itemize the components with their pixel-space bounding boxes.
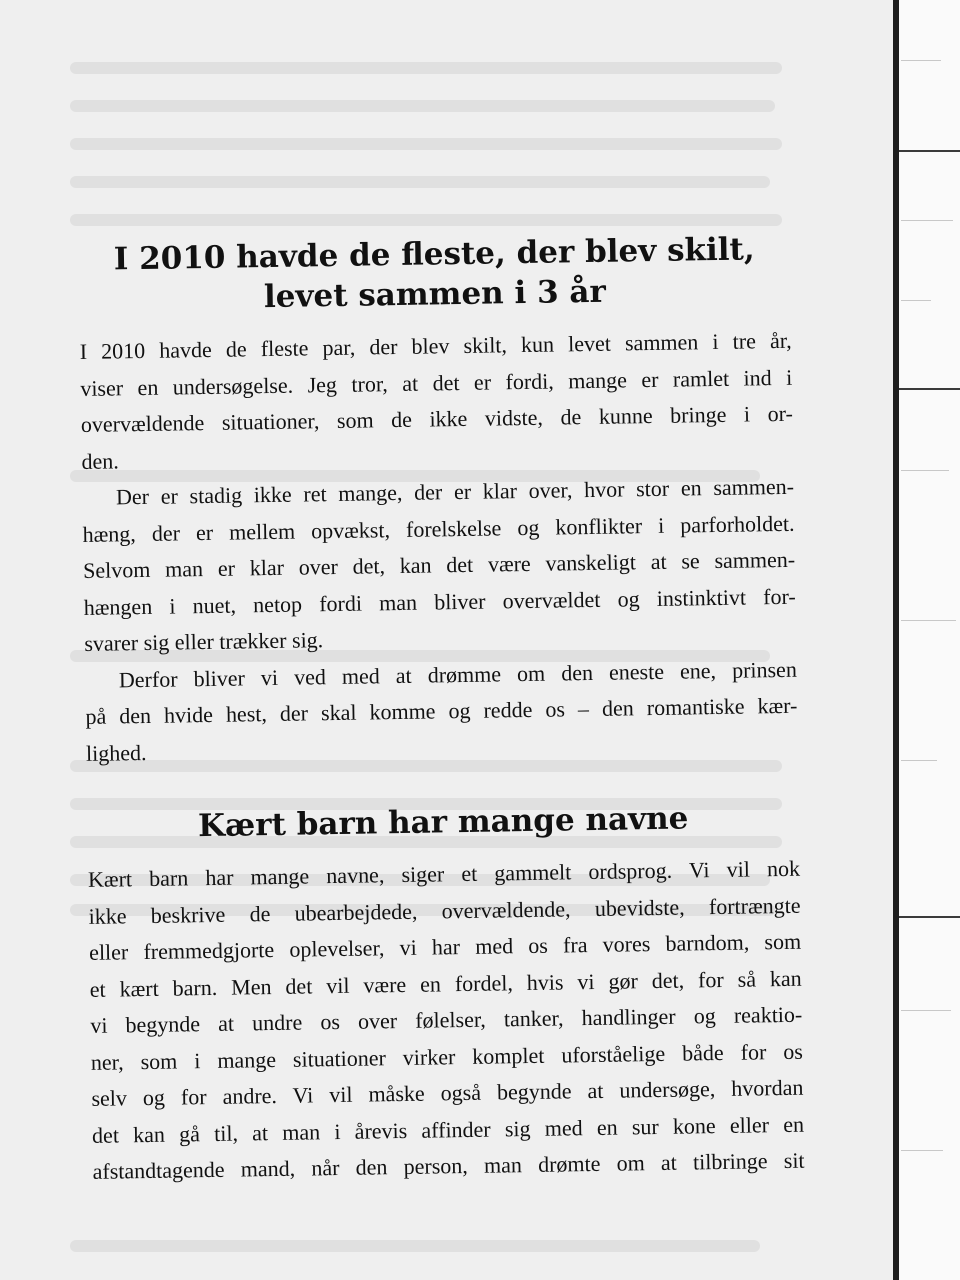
text-line: ikke beskrive de ubearbejdede, overvældende, ubevidste, fortrængte: [88, 892, 801, 929]
text-line: hæng, der er mellem opvækst, forelskelse og konflikter i parforholdet.: [82, 510, 795, 547]
wood-grain: [901, 1010, 951, 1011]
show-through-line: [70, 138, 782, 150]
paragraph: [85, 651, 799, 772]
text-line: lighed.: [85, 739, 147, 766]
wood-grain: [901, 220, 953, 221]
text-line: Der er stadig ikke ret mange, der er klar over, hvor stor en sammen-: [115, 473, 795, 510]
heading-line: I 2010 havde de fleste, der blev skilt,: [113, 231, 755, 278]
show-through-line: [70, 100, 775, 112]
plank-seam: [895, 388, 960, 390]
text-line: den.: [81, 447, 119, 474]
show-through-line: [70, 62, 782, 74]
heading-line: levet sammen i 3 år: [263, 273, 607, 316]
wood-grain: [901, 300, 931, 301]
text-line: overvældende situationer, som de ikke vidste, de kunne bringe i or-: [80, 400, 794, 437]
paragraph: [79, 323, 793, 480]
section-heading: [78, 229, 791, 320]
text-line: ner, som i mange situationer virker komplet uforståelige både for os: [90, 1038, 804, 1075]
section-heading: [87, 797, 800, 848]
show-through-line: [70, 176, 770, 188]
text-line: hængen i nuet, netop fordi man bliver overvældet og instinktivt for-: [83, 583, 796, 620]
text-line: afstandtagende mand, når den person, man drømte om at tilbringe sit: [92, 1147, 805, 1184]
text-line: svarer sig eller trækker sig.: [84, 627, 324, 656]
text-line: viser en undersøgelse. Jeg tror, at det er fordi, mange er ramlet ind i: [80, 364, 793, 401]
text-line: på den hvide hest, der skal komme og redde os – den romantiske kær-: [85, 692, 798, 729]
text-line: et kært barn. Men det vil være en fordel, hvis vi gør det, for så kan: [89, 965, 802, 1002]
wooden-table-surface: [895, 0, 960, 1280]
text-line: Selvom man er klar over det, kan det være vanskeligt at se sammen-: [82, 546, 796, 583]
wood-grain: [901, 1150, 943, 1151]
wood-grain: [901, 760, 937, 761]
text-line: Kært barn har mange navne, siger et gammelt ordsprog. Vi vil nok: [87, 855, 801, 892]
text-line: eller fremmedgjorte oplevelser, vi har med os fra vores barndom, som: [88, 928, 802, 965]
paragraph: [82, 469, 797, 663]
text-line: det kan gå til, at man i årevis affinder sig med en sur kone eller en: [91, 1111, 805, 1148]
wood-grain: [901, 620, 956, 621]
text-line: I 2010 havde de fleste par, der blev skilt, kun levet sammen i tre år,: [79, 327, 792, 364]
heading-line: Kært barn har mange navne: [197, 800, 689, 845]
show-through-line: [70, 214, 782, 226]
wood-grain: [901, 470, 949, 471]
plank-seam: [895, 150, 960, 152]
plank-seam: [895, 916, 960, 918]
show-through-line: [70, 1240, 760, 1252]
page-text: [78, 229, 805, 1191]
text-line: Derfor bliver vi ved med at drømme om den eneste ene, prinsen: [118, 656, 798, 692]
wood-grain: [901, 60, 941, 61]
text-line: vi begynde at undre os over følelser, tanker, handlinger og reaktio-: [90, 1001, 803, 1038]
page-edge: [893, 0, 899, 1280]
text-line: selv og for andre. Vi vil måske også begynde at undersøge, hvordan: [91, 1074, 804, 1111]
paragraph: [88, 851, 805, 1191]
